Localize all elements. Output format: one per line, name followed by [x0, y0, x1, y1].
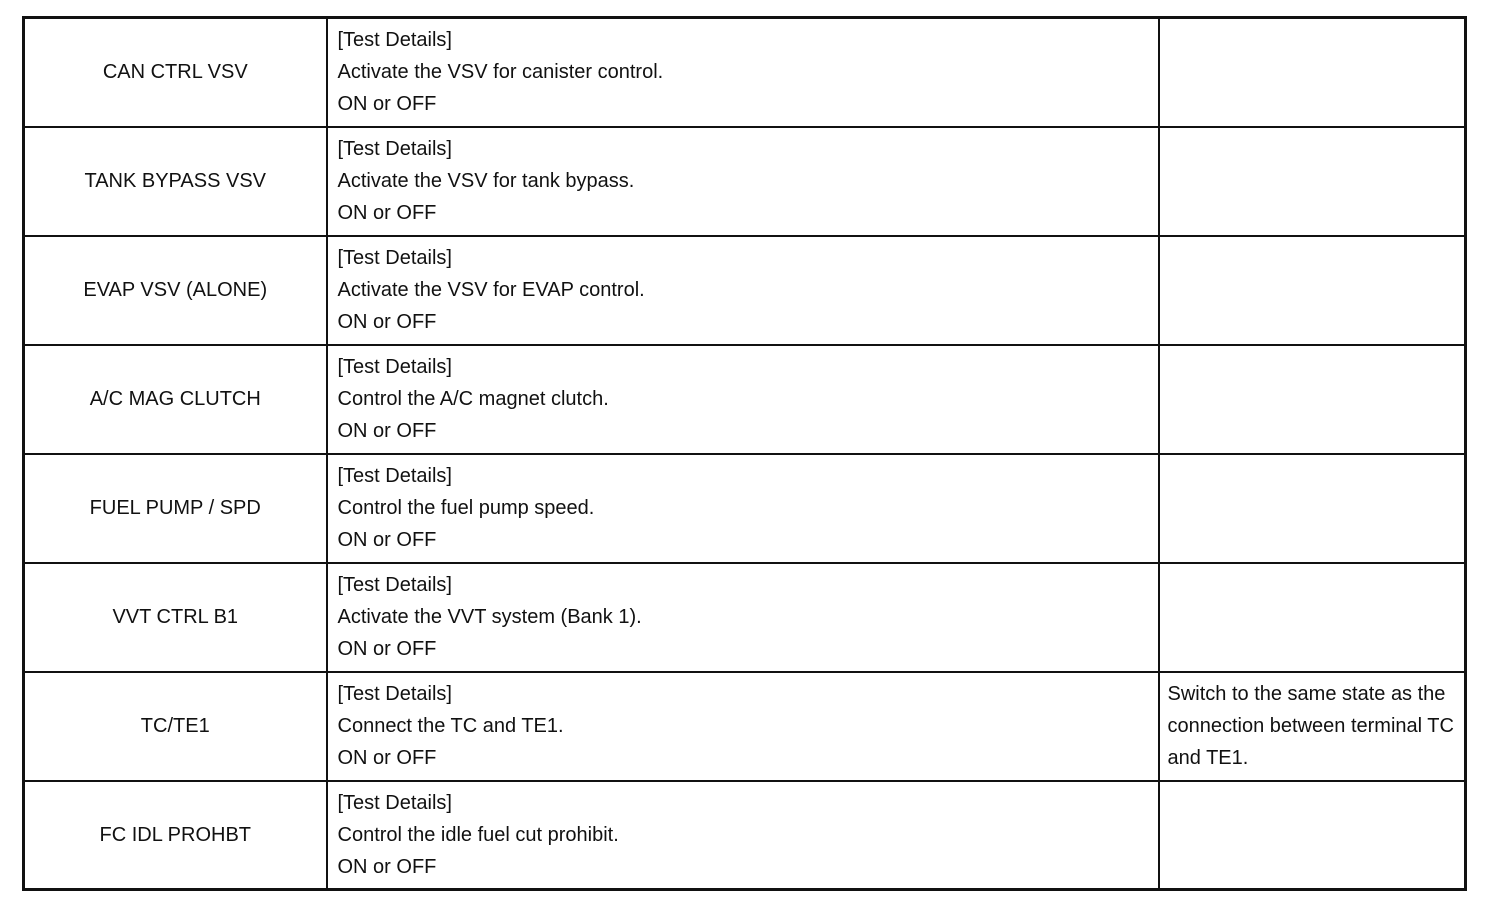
- test-note: [1159, 18, 1466, 127]
- test-note: [1159, 781, 1466, 890]
- test-item-name: TC/TE1: [24, 672, 327, 781]
- test-item-name: CAN CTRL VSV: [24, 18, 327, 127]
- test-control-options: ON or OFF: [337, 93, 437, 116]
- test-details-heading: [Test Details]: [337, 247, 452, 269]
- test-details-cell: [327, 781, 1159, 890]
- test-description: Activate the VSV for canister control.: [337, 61, 664, 84]
- test-item-name: FC IDL PROHBT: [24, 781, 327, 890]
- test-control-options: ON or OFF: [337, 747, 437, 769]
- test-item-name: EVAP VSV (ALONE): [24, 236, 327, 345]
- table-row: [24, 345, 1466, 454]
- test-details-heading: [Test Details]: [337, 791, 452, 814]
- table-row: [24, 454, 1466, 563]
- test-item-name: A/C MAG CLUTCH: [24, 345, 327, 454]
- test-item-name: VVT CTRL B1: [24, 563, 327, 672]
- test-control-options: ON or OFF: [337, 420, 437, 442]
- test-control-options: ON or OFF: [337, 638, 437, 660]
- table-row: [24, 236, 1466, 345]
- test-description: Activate the VVT system (Bank 1).: [337, 606, 642, 628]
- table-row: [24, 127, 1466, 236]
- test-description: Control the fuel pump speed.: [337, 497, 595, 519]
- test-details-cell: [327, 672, 1159, 781]
- test-details-cell: [327, 563, 1159, 672]
- test-details-cell: [327, 236, 1159, 345]
- test-note: [1159, 454, 1466, 563]
- test-item-name: FUEL PUMP / SPD: [24, 454, 327, 563]
- test-note: [1159, 127, 1466, 236]
- test-note: [1159, 345, 1466, 454]
- test-item-name: TANK BYPASS VSV: [24, 127, 327, 236]
- test-details-heading: [Test Details]: [337, 574, 452, 596]
- test-note: Switch to the same state as the connection between terminal TC and TE1.: [1159, 672, 1466, 781]
- test-details-cell: [327, 454, 1159, 563]
- test-details-heading: [Test Details]: [337, 29, 452, 52]
- test-control-options: ON or OFF: [337, 202, 437, 224]
- test-description: Activate the VSV for tank bypass.: [337, 170, 635, 192]
- test-details-heading: [Test Details]: [337, 683, 452, 705]
- test-description: Activate the VSV for EVAP control.: [337, 279, 645, 301]
- table-row: [24, 672, 1466, 781]
- active-test-table-container: [22, 16, 1464, 886]
- test-control-options: ON or OFF: [337, 855, 437, 878]
- test-details-cell: [327, 127, 1159, 236]
- test-description: Control the idle fuel cut prohibit.: [337, 823, 619, 846]
- test-description: Control the A/C magnet clutch.: [337, 388, 609, 410]
- test-control-options: ON or OFF: [337, 529, 437, 551]
- test-details-heading: [Test Details]: [337, 138, 452, 160]
- test-details-cell: [327, 18, 1159, 127]
- test-control-options: ON or OFF: [337, 311, 437, 333]
- table-row: [24, 563, 1466, 672]
- test-details-heading: [Test Details]: [337, 356, 452, 378]
- test-details-heading: [Test Details]: [337, 465, 452, 487]
- test-note: [1159, 236, 1466, 345]
- test-details-cell: [327, 345, 1159, 454]
- table-row: [24, 18, 1466, 127]
- active-test-table: [22, 16, 1467, 891]
- table-row: [24, 781, 1466, 890]
- test-description: Connect the TC and TE1.: [337, 715, 564, 737]
- test-note: [1159, 563, 1466, 672]
